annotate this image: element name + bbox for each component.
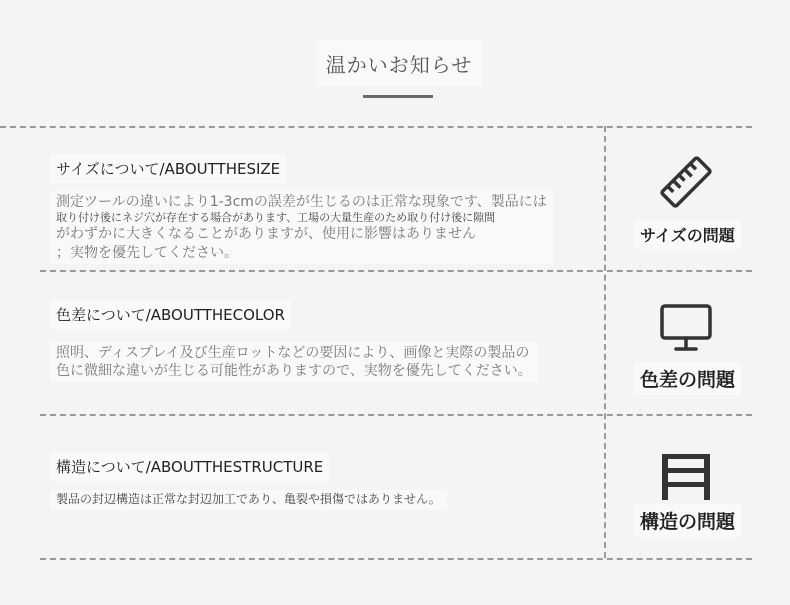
color-line-2: 色に微細な違いが生じる可能性がありますので、実物を優先してください。 <box>56 363 532 380</box>
label-structure-issue: 構造の問題 <box>634 504 741 537</box>
size-line-4: ；実物を優先してください。 <box>56 244 238 261</box>
label-color-issue: 色差の問題 <box>634 362 741 395</box>
section-body-color <box>50 342 538 382</box>
size-line-3: がわずかに大きくなることがありますが、使用に影響はありません <box>56 226 476 243</box>
section-body-structure <box>50 490 447 510</box>
title-underline <box>363 95 433 98</box>
divider-2 <box>40 414 752 416</box>
section-heading-size: サイズについて/ABOUTTHESIZE <box>50 154 286 183</box>
divider-vertical <box>604 126 606 558</box>
ruler-icon <box>656 152 716 212</box>
section-heading-color: 色差について/ABOUTTHECOLOR <box>50 300 291 329</box>
size-line-1: 測定ツールの違いにより1-3cmの誤差が生じるのは正常な現象です、製品には <box>56 194 547 210</box>
label-size-issue: サイズの問題 <box>634 220 741 249</box>
size-line-2: 取り付け後にネジ穴が存在する場合があります、工場の大量生産のため取り付け後に隙間 <box>56 211 496 225</box>
color-line-1: 照明、ディスプレイ及び生産ロットなどの要因により、画像と実際の製品の <box>56 345 530 361</box>
structure-line-1: 製品の封辺構造は正常な封辺加工であり、亀裂や損傷ではありません。 <box>56 492 441 506</box>
section-heading-structure: 構造について/ABOUTTHESTRUCTURE <box>50 452 329 481</box>
ladder-icon <box>656 446 716 506</box>
monitor-icon <box>656 298 716 358</box>
page-title: 温かいお知らせ <box>316 40 482 86</box>
section-body-size <box>50 191 553 264</box>
divider-top <box>0 126 752 128</box>
divider-bottom <box>40 558 752 560</box>
divider-1 <box>40 270 752 272</box>
